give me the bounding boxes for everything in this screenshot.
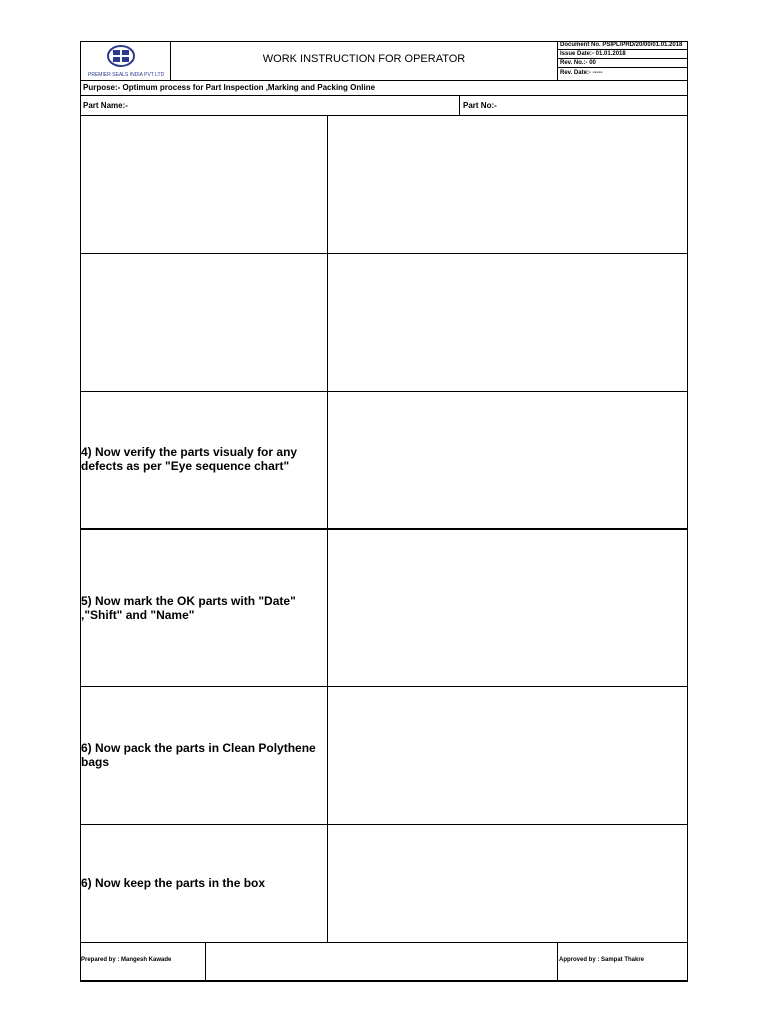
purpose-text: Purpose:- Optimum process for Part Inspection ,Marking and Packing Online — [83, 83, 376, 92]
step-row-2 — [80, 254, 688, 392]
approval-cell — [557, 943, 688, 981]
part-row — [80, 96, 688, 116]
footer-middle-cell — [205, 943, 206, 981]
step-text: 4) Now verify the parts visualy for any defects as per "Eye sequence chart" — [81, 445, 298, 473]
step-image-cell — [327, 825, 328, 942]
step-image-cell — [327, 116, 328, 253]
prepared-by: Prepared by : Mangesh Kawade — [81, 957, 172, 963]
approved-by: Approved by : Sampat Thakre — [559, 957, 645, 963]
step-row-1 — [80, 116, 688, 254]
rev-no-row — [558, 59, 688, 68]
part-name-label: Part Name:- — [83, 101, 128, 110]
page-title: WORK INSTRUCTION FOR OPERATOR — [262, 53, 466, 65]
doc-meta-cell — [557, 41, 688, 81]
step-row-6-box — [80, 825, 688, 943]
title-cell — [170, 41, 558, 81]
step-image-cell — [327, 530, 328, 686]
step-image-cell — [327, 392, 328, 528]
document-no: Document No. PSIPL/PRD/20/00/01.01.2018 — [560, 42, 683, 48]
step-text: 6) Now pack the parts in Clean Polythene bags — [81, 741, 316, 769]
step-text: 6) Now keep the parts in the box — [81, 876, 266, 890]
step-row-5 — [80, 530, 688, 687]
rev-no: Rev. No.:- 00 — [560, 60, 596, 66]
rev-date: Rev. Date:- ----- — [560, 70, 603, 76]
step-image-cell — [327, 687, 328, 824]
doc-no-row — [558, 41, 688, 50]
part-no-cell — [459, 96, 688, 115]
step-text: 5) Now mark the OK parts with "Date" ,"Shift" and "Name" — [81, 594, 296, 622]
purpose-row — [80, 81, 688, 96]
company-name: PREMIER SEALS INDIA PVT LTD — [88, 72, 165, 78]
issue-date-row — [558, 50, 688, 59]
issue-date: Issue Date:- 01.01.2018 — [560, 51, 626, 57]
company-logo-icon — [107, 45, 135, 67]
step-row-6-pack — [80, 687, 688, 825]
step-row-4 — [80, 392, 688, 530]
part-no-label: Part No:- — [463, 101, 497, 110]
rev-date-row — [558, 68, 688, 80]
logo-cell — [80, 41, 170, 81]
step-image-cell — [327, 254, 328, 391]
footer-row — [80, 943, 688, 981]
